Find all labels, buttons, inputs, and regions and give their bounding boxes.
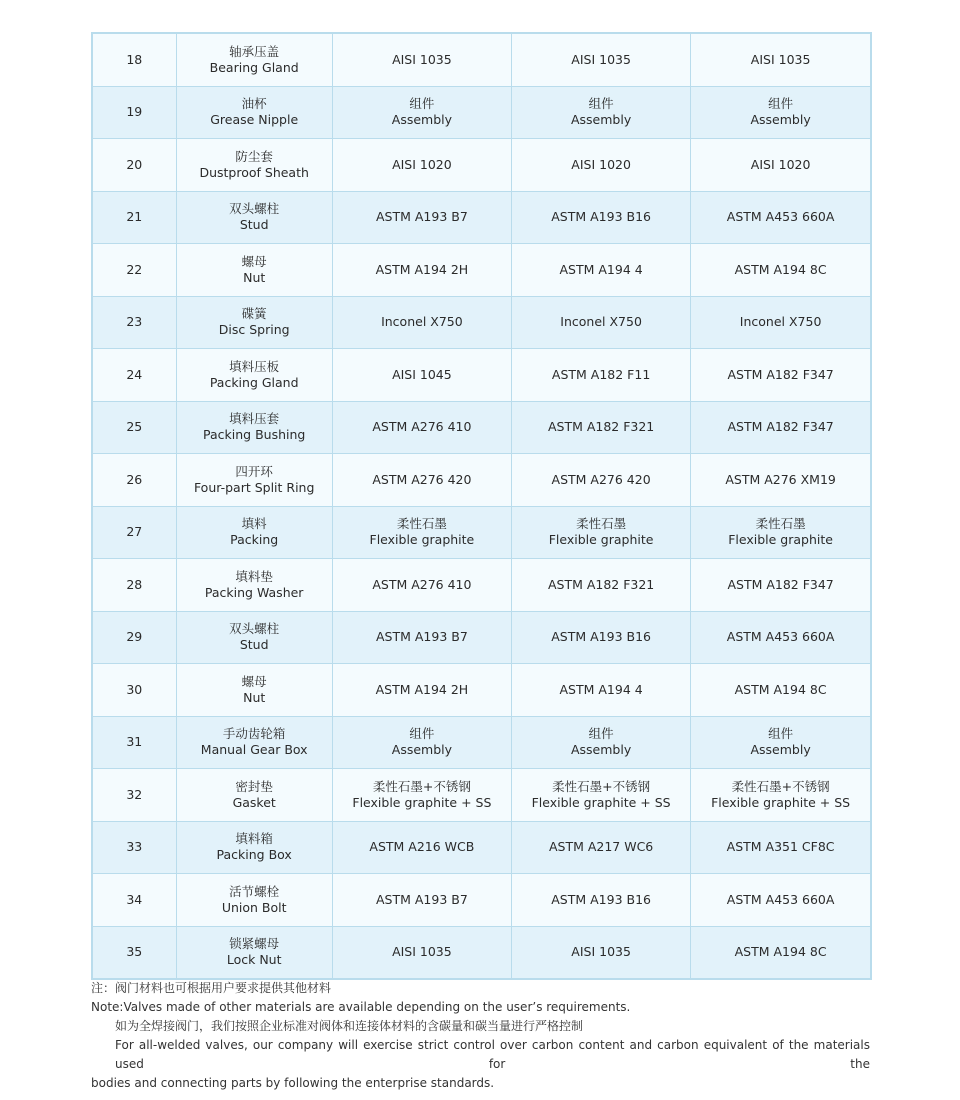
part-name-cell — [176, 559, 332, 612]
material-text: ASTM A453 660A — [726, 629, 835, 645]
row-number-cell — [93, 191, 176, 244]
material-cell-2 — [512, 506, 691, 559]
part-name-en: Union Bolt — [221, 899, 287, 915]
material-text: ASTM A194 8C — [734, 944, 827, 960]
material-text: ASTM A194 8C — [734, 681, 827, 697]
part-name-zh: 填料垫 — [235, 568, 273, 584]
material-cell-3 — [691, 716, 870, 769]
material-text: AISI 1035 — [392, 944, 452, 960]
material-text: ASTM A193 B7 — [375, 891, 468, 907]
part-name-zh: 碟簧 — [241, 306, 267, 322]
row-number-cell — [93, 769, 176, 822]
material-cell-2 — [512, 769, 691, 822]
row-number-cell — [93, 139, 176, 192]
table-row — [93, 34, 870, 86]
row-number: 30 — [126, 681, 143, 697]
material-cell-2 — [512, 349, 691, 402]
note-zh-2: 如为全焊接阀门，我们按照企业标准对阀体和连接体材料的含碳量和碳当量进行严格控制 — [115, 1019, 584, 1033]
part-name-cell — [176, 296, 332, 349]
table-row — [93, 769, 870, 822]
part-name-cell — [176, 34, 332, 86]
material-text: Flexible graphite + SS — [531, 794, 671, 810]
material-cell-3 — [691, 296, 870, 349]
material-cell-3 — [691, 454, 870, 507]
table-row — [93, 296, 870, 349]
material-text: Flexible graphite + SS — [352, 794, 492, 810]
part-name-cell — [176, 349, 332, 402]
material-cell-2 — [512, 664, 691, 717]
material-text: ASTM A182 F347 — [727, 419, 834, 435]
part-name-zh: 填料压板 — [229, 358, 280, 374]
part-name-cell — [176, 401, 332, 454]
material-cell-3 — [691, 926, 870, 978]
material-text: ASTM A194 4 — [559, 261, 643, 277]
material-cell-2 — [512, 34, 691, 86]
material-cell-1 — [332, 349, 511, 402]
material-text: AISI 1035 — [750, 51, 811, 67]
material-cell-1 — [332, 34, 511, 86]
part-name-en: Bearing Gland — [209, 59, 299, 75]
material-text: 柔性石墨 — [576, 516, 627, 532]
material-cell-1 — [332, 716, 511, 769]
material-cell-1 — [332, 454, 511, 507]
part-name-zh: 四开环 — [235, 463, 273, 479]
part-name-en: Gasket — [232, 794, 276, 810]
material-text: AISI 1035 — [571, 51, 631, 67]
material-text: 组件 — [409, 96, 435, 112]
part-name-cell — [176, 454, 332, 507]
part-name-cell — [176, 664, 332, 717]
material-text: ASTM A182 F321 — [547, 576, 655, 592]
material-text: 柔性石墨 — [755, 516, 806, 532]
material-cell-1 — [332, 874, 511, 927]
material-text: ASTM A193 B16 — [551, 629, 651, 645]
row-number: 21 — [126, 209, 143, 225]
part-name-zh: 双头螺柱 — [229, 201, 280, 217]
part-name-cell — [176, 191, 332, 244]
row-number: 33 — [126, 839, 143, 855]
row-number-cell — [93, 454, 176, 507]
part-name-en: Packing — [230, 532, 279, 548]
material-cell-2 — [512, 926, 691, 978]
table-row — [93, 874, 870, 927]
material-cell-1 — [332, 559, 511, 612]
table-row — [93, 401, 870, 454]
material-text: ASTM A453 660A — [726, 209, 835, 225]
part-name-en: Disc Spring — [218, 322, 290, 338]
note-en-2a: For all-welded valves, our company will exercise strict control over carbon content and carbon equivalent of the materials used for the — [115, 1038, 870, 1071]
material-cell-3 — [691, 244, 870, 297]
part-name-cell — [176, 244, 332, 297]
part-name-en: Nut — [243, 269, 266, 285]
material-cell-1 — [332, 821, 511, 874]
material-cell-3 — [691, 506, 870, 559]
row-number-cell — [93, 559, 176, 612]
material-cell-2 — [512, 821, 691, 874]
material-text: ASTM A193 B7 — [375, 209, 468, 225]
row-number: 28 — [126, 576, 143, 592]
material-text: ASTM A276 410 — [372, 419, 472, 435]
material-text: 组件 — [588, 96, 614, 112]
part-name-en: Packing Gland — [209, 374, 299, 390]
material-text: Flexible graphite — [369, 532, 475, 548]
row-number: 34 — [126, 891, 143, 907]
part-name-en: Stud — [239, 217, 269, 233]
material-text: AISI 1035 — [571, 944, 631, 960]
material-cell-2 — [512, 454, 691, 507]
material-text: 组件 — [768, 726, 794, 742]
material-cell-2 — [512, 86, 691, 139]
material-text: ASTM A182 F11 — [551, 366, 651, 382]
material-cell-2 — [512, 874, 691, 927]
row-number-cell — [93, 244, 176, 297]
material-text: Inconel X750 — [560, 314, 642, 330]
table-row — [93, 139, 870, 192]
material-text: AISI 1020 — [750, 156, 811, 172]
part-name-en: Manual Gear Box — [200, 742, 308, 758]
material-cell-3 — [691, 821, 870, 874]
material-text: Inconel X750 — [739, 314, 822, 330]
material-text: ASTM A351 CF8C — [726, 839, 835, 855]
material-text: Assembly — [391, 112, 453, 128]
material-text: ASTM A276 410 — [372, 576, 472, 592]
material-text: ASTM A194 8C — [734, 261, 827, 277]
material-text: Assembly — [391, 742, 453, 758]
material-text: 柔性石墨+不锈钢 — [372, 778, 471, 794]
row-number: 35 — [126, 944, 143, 960]
material-cell-3 — [691, 191, 870, 244]
part-name-cell — [176, 769, 332, 822]
material-cell-2 — [512, 296, 691, 349]
part-name-en: Four-part Split Ring — [193, 479, 315, 495]
row-number-cell — [93, 611, 176, 664]
part-name-en: Packing Washer — [204, 584, 304, 600]
material-cell-1 — [332, 86, 511, 139]
material-cell-1 — [332, 769, 511, 822]
row-number-cell — [93, 349, 176, 402]
material-text: Flexible graphite — [548, 532, 654, 548]
material-cell-1 — [332, 401, 511, 454]
row-number: 26 — [126, 471, 143, 487]
material-cell-1 — [332, 139, 511, 192]
material-cell-2 — [512, 244, 691, 297]
row-number: 23 — [126, 314, 143, 330]
material-cell-3 — [691, 349, 870, 402]
material-cell-1 — [332, 926, 511, 978]
part-name-zh: 活节螺栓 — [229, 883, 280, 899]
material-text: Inconel X750 — [381, 314, 463, 330]
part-name-en: Grease Nipple — [210, 112, 299, 128]
materials-table-frame — [91, 32, 872, 980]
material-text: ASTM A453 660A — [726, 891, 835, 907]
part-name-zh: 填料箱 — [235, 831, 273, 847]
row-number: 25 — [126, 419, 143, 435]
material-text: Assembly — [750, 112, 811, 128]
row-number: 27 — [126, 524, 143, 540]
material-cell-2 — [512, 559, 691, 612]
note-zh-1: 注：阀门材料也可根据用户要求提供其他材料 — [91, 981, 332, 995]
material-text: 组件 — [768, 96, 794, 112]
material-cell-2 — [512, 139, 691, 192]
material-text: Flexible graphite + SS — [711, 794, 851, 810]
part-name-zh: 油杯 — [241, 96, 267, 112]
row-number: 31 — [126, 734, 143, 750]
part-name-en: Packing Box — [216, 847, 292, 863]
table-row — [93, 86, 870, 139]
row-number-cell — [93, 716, 176, 769]
part-name-cell — [176, 821, 332, 874]
material-cell-3 — [691, 664, 870, 717]
material-text: Assembly — [570, 742, 632, 758]
material-cell-3 — [691, 401, 870, 454]
part-name-cell — [176, 716, 332, 769]
row-number-cell — [93, 821, 176, 874]
row-number-cell — [93, 874, 176, 927]
material-text: ASTM A194 2H — [375, 261, 469, 277]
materials-table — [93, 34, 870, 978]
part-name-en: Packing Bushing — [203, 427, 306, 443]
table-row — [93, 506, 870, 559]
material-text: Flexible graphite — [728, 532, 833, 548]
row-number-cell — [93, 401, 176, 454]
part-name-zh: 防尘套 — [235, 148, 273, 164]
material-text: ASTM A276 420 — [551, 471, 651, 487]
row-number-cell — [93, 926, 176, 978]
part-name-zh: 双头螺柱 — [229, 621, 280, 637]
part-name-cell — [176, 139, 332, 192]
material-text: 柔性石墨+不锈钢 — [731, 778, 830, 794]
table-row — [93, 611, 870, 664]
part-name-zh: 手动齿轮箱 — [222, 726, 286, 742]
material-cell-1 — [332, 191, 511, 244]
table-row — [93, 821, 870, 874]
material-cell-1 — [332, 611, 511, 664]
material-cell-1 — [332, 664, 511, 717]
row-number-cell — [93, 296, 176, 349]
material-text: ASTM A216 WCB — [369, 839, 475, 855]
row-number: 20 — [126, 156, 143, 172]
material-text: ASTM A193 B16 — [551, 891, 651, 907]
material-text: ASTM A182 F347 — [727, 366, 834, 382]
part-name-cell — [176, 926, 332, 978]
table-row — [93, 454, 870, 507]
note-en-2b: bodies and connecting parts by following the enterprise standards. — [91, 1076, 495, 1090]
part-name-en: Nut — [243, 689, 266, 705]
table-body — [93, 34, 870, 978]
part-name-en: Dustproof Sheath — [199, 164, 309, 180]
material-cell-3 — [691, 34, 870, 86]
material-cell-2 — [512, 401, 691, 454]
table-row — [93, 716, 870, 769]
part-name-zh: 填料 — [241, 516, 267, 532]
row-number-cell — [93, 664, 176, 717]
material-text: ASTM A217 WC6 — [548, 839, 654, 855]
material-cell-3 — [691, 86, 870, 139]
material-text: ASTM A182 F347 — [727, 576, 834, 592]
part-name-zh: 轴承压盖 — [229, 43, 280, 59]
material-cell-1 — [332, 296, 511, 349]
row-number: 24 — [126, 366, 143, 382]
part-name-zh: 螺母 — [241, 673, 267, 689]
row-number: 18 — [126, 51, 143, 67]
table-row — [93, 926, 870, 978]
material-text: ASTM A194 2H — [375, 681, 469, 697]
material-text: ASTM A182 F321 — [547, 419, 655, 435]
table-row — [93, 191, 870, 244]
material-text: Assembly — [570, 112, 632, 128]
part-name-cell — [176, 86, 332, 139]
material-text: ASTM A276 420 — [372, 471, 472, 487]
material-cell-3 — [691, 769, 870, 822]
material-text: Assembly — [750, 742, 811, 758]
part-name-en: Stud — [239, 637, 269, 653]
note-en-1: Note:Valves made of other materials are available depending on the user’s requirements. — [91, 1000, 631, 1014]
material-text: ASTM A194 4 — [559, 681, 643, 697]
row-number: 19 — [126, 104, 143, 120]
table-row — [93, 559, 870, 612]
material-text: 柔性石墨 — [396, 516, 447, 532]
row-number: 22 — [126, 261, 143, 277]
material-text: 组件 — [588, 726, 614, 742]
table-row — [93, 664, 870, 717]
material-cell-2 — [512, 191, 691, 244]
material-text: AISI 1020 — [392, 156, 452, 172]
material-text: ASTM A193 B7 — [375, 629, 468, 645]
material-cell-1 — [332, 506, 511, 559]
material-cell-1 — [332, 244, 511, 297]
material-text: ASTM A276 XM19 — [725, 471, 836, 487]
row-number-cell — [93, 86, 176, 139]
table-row — [93, 349, 870, 402]
material-cell-3 — [691, 611, 870, 664]
part-name-en: Lock Nut — [226, 952, 282, 968]
row-number: 29 — [126, 629, 143, 645]
material-text: ASTM A193 B16 — [551, 209, 651, 225]
part-name-cell — [176, 611, 332, 664]
material-text: 组件 — [409, 726, 435, 742]
part-name-cell — [176, 506, 332, 559]
material-cell-2 — [512, 611, 691, 664]
row-number-cell — [93, 506, 176, 559]
part-name-zh: 填料压套 — [229, 411, 280, 427]
notes-section — [91, 979, 870, 1093]
row-number: 32 — [126, 786, 143, 802]
material-cell-2 — [512, 716, 691, 769]
material-text: 柔性石墨+不锈钢 — [552, 778, 651, 794]
part-name-cell — [176, 874, 332, 927]
part-name-zh: 锁紧螺母 — [229, 936, 280, 952]
material-text: AISI 1045 — [392, 366, 452, 382]
material-cell-3 — [691, 874, 870, 927]
row-number-cell — [93, 34, 176, 86]
part-name-zh: 螺母 — [241, 253, 267, 269]
material-text: AISI 1035 — [392, 51, 452, 67]
material-cell-3 — [691, 139, 870, 192]
part-name-zh: 密封垫 — [235, 778, 273, 794]
material-cell-3 — [691, 559, 870, 612]
table-row — [93, 244, 870, 297]
material-text: AISI 1020 — [571, 156, 631, 172]
